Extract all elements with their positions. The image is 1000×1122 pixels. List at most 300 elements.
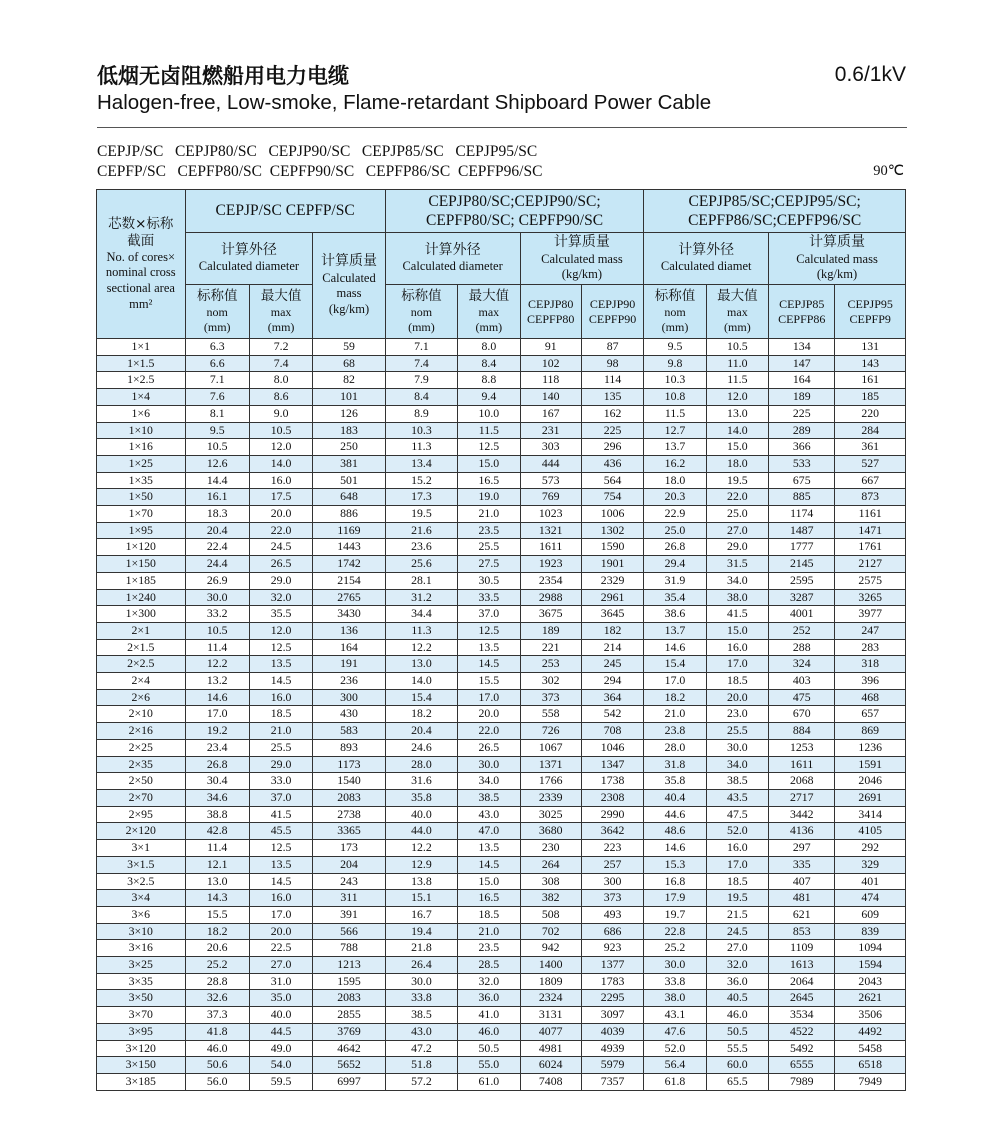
model-90-fp: CEPFP90 bbox=[588, 311, 637, 326]
nom-diameter-cell: 8.1 bbox=[185, 405, 249, 422]
mass-en: Calculated mass bbox=[541, 251, 623, 266]
nom-diameter-cell: 57.2 bbox=[385, 1073, 457, 1090]
mass-80-cell: 189 bbox=[520, 622, 581, 639]
mass-90-cell: 114 bbox=[581, 372, 643, 389]
max-diameter-cell: 43.0 bbox=[458, 806, 520, 823]
nom-diameter-cell: 19.5 bbox=[385, 506, 457, 523]
nom-diameter-cell: 52.0 bbox=[644, 1040, 706, 1057]
max-diameter-cell: 27.0 bbox=[706, 522, 768, 539]
nom-header bbox=[185, 285, 249, 339]
nom-diameter-cell: 30.0 bbox=[644, 957, 706, 974]
mass-80-cell: 303 bbox=[520, 439, 581, 456]
max-diameter-cell: 34.0 bbox=[458, 773, 520, 790]
max-diameter-cell: 18.5 bbox=[706, 673, 768, 690]
size-cell: 1×150 bbox=[97, 556, 186, 573]
table-row bbox=[97, 556, 906, 573]
mass-85-cell: 297 bbox=[769, 840, 835, 857]
mass-90-cell: 2329 bbox=[581, 572, 643, 589]
nom-cn: 标称值 bbox=[196, 288, 238, 305]
mass-85-cell: 164 bbox=[769, 372, 835, 389]
max-diameter-cell: 30.0 bbox=[706, 739, 768, 756]
temperature-rating: 90℃ bbox=[873, 163, 904, 179]
mass-85-cell: 134 bbox=[769, 339, 835, 356]
mass-header-2 bbox=[520, 233, 644, 285]
group-header-1 bbox=[185, 190, 385, 233]
size-cell: 1×25 bbox=[97, 455, 186, 472]
mass-80-cell: 3675 bbox=[520, 606, 581, 623]
nom-diameter-cell: 19.2 bbox=[185, 723, 249, 740]
mass-95-cell: 1236 bbox=[835, 739, 906, 756]
max-diameter-cell: 22.0 bbox=[249, 522, 312, 539]
max-diameter-cell: 26.5 bbox=[458, 739, 520, 756]
mass-85-cell: 3534 bbox=[769, 1007, 835, 1024]
nom-diameter-cell: 14.3 bbox=[185, 890, 249, 907]
table-row bbox=[97, 455, 906, 472]
max-diameter-cell: 14.0 bbox=[706, 422, 768, 439]
max-diameter-cell: 30.5 bbox=[458, 572, 520, 589]
table-row bbox=[97, 773, 906, 790]
mass-90-cell: 3645 bbox=[581, 606, 643, 623]
diameter-header-3 bbox=[644, 233, 769, 285]
max-diameter-cell: 13.5 bbox=[249, 656, 312, 673]
nom-diameter-cell: 12.9 bbox=[385, 856, 457, 873]
corner-en-1: No. of cores× bbox=[106, 249, 176, 264]
mass-80-cell: 4981 bbox=[520, 1040, 581, 1057]
size-cell: 2×120 bbox=[97, 823, 186, 840]
table-row bbox=[97, 572, 906, 589]
table-row bbox=[97, 506, 906, 523]
size-cell: 1×95 bbox=[97, 522, 186, 539]
mass-80-cell: 373 bbox=[520, 689, 581, 706]
nom-diameter-cell: 44.6 bbox=[644, 806, 706, 823]
max-diameter-cell: 32.0 bbox=[249, 589, 312, 606]
max-diameter-cell: 8.8 bbox=[458, 372, 520, 389]
model-85-header bbox=[769, 285, 835, 339]
mass-90-cell: 245 bbox=[581, 656, 643, 673]
max-diameter-cell: 23.5 bbox=[458, 940, 520, 957]
mass-85-cell: 3287 bbox=[769, 589, 835, 606]
size-cell: 3×1.5 bbox=[97, 856, 186, 873]
max-diameter-cell: 12.0 bbox=[249, 439, 312, 456]
nom-diameter-cell: 22.4 bbox=[185, 539, 249, 556]
nom-diameter-cell: 21.6 bbox=[385, 522, 457, 539]
size-cell: 3×6 bbox=[97, 906, 186, 923]
mass-90-cell: 1377 bbox=[581, 957, 643, 974]
nom-header bbox=[385, 285, 457, 339]
mass-80-cell: 1766 bbox=[520, 773, 581, 790]
corner-cn-2: 截面 bbox=[127, 232, 155, 249]
size-cell: 1×2.5 bbox=[97, 372, 186, 389]
max-diameter-cell: 23.5 bbox=[458, 522, 520, 539]
mass-header-1 bbox=[313, 233, 385, 339]
mass-cell: 82 bbox=[313, 372, 385, 389]
mass-95-cell: 1594 bbox=[835, 957, 906, 974]
mass-cell: 3365 bbox=[313, 823, 385, 840]
mass-90-cell: 162 bbox=[581, 405, 643, 422]
unit-mm: (mm) bbox=[661, 319, 689, 334]
mass-95-cell: 2043 bbox=[835, 973, 906, 990]
table-row bbox=[97, 1007, 906, 1024]
max-diameter-cell: 8.0 bbox=[249, 372, 312, 389]
mass-95-cell: 4105 bbox=[835, 823, 906, 840]
max-diameter-cell: 20.0 bbox=[249, 506, 312, 523]
model-90-jp: CEPJP90 bbox=[589, 296, 636, 311]
table-row bbox=[97, 539, 906, 556]
nom-diameter-cell: 8.4 bbox=[385, 389, 457, 406]
mass-85-cell: 475 bbox=[769, 689, 835, 706]
mass-90-cell: 364 bbox=[581, 689, 643, 706]
max-diameter-cell: 38.0 bbox=[706, 589, 768, 606]
group-3-line-1: CEPJP85/SC;CEPJP95/SC; bbox=[688, 192, 861, 210]
nom-diameter-cell: 7.9 bbox=[385, 372, 457, 389]
mass-80-cell: 726 bbox=[520, 723, 581, 740]
nom-diameter-cell: 11.4 bbox=[185, 639, 249, 656]
mass-95-cell: 2127 bbox=[835, 556, 906, 573]
table-row bbox=[97, 873, 906, 890]
nom-diameter-cell: 31.9 bbox=[644, 572, 706, 589]
max-cn: 最大值 bbox=[260, 288, 302, 305]
mass-80-cell: 264 bbox=[520, 856, 581, 873]
nom-diameter-cell: 33.2 bbox=[185, 606, 249, 623]
max-cn: 最大值 bbox=[468, 288, 510, 305]
nom-diameter-cell: 46.0 bbox=[185, 1040, 249, 1057]
size-cell: 1×35 bbox=[97, 472, 186, 489]
diameter-cn: 计算外径 bbox=[424, 241, 481, 258]
mass-85-cell: 4136 bbox=[769, 823, 835, 840]
mass-cell: 566 bbox=[313, 923, 385, 940]
unit-mm: (mm) bbox=[724, 319, 751, 334]
unit-mm: (mm) bbox=[408, 319, 435, 334]
mass-85-cell: 147 bbox=[769, 355, 835, 372]
size-cell: 2×6 bbox=[97, 689, 186, 706]
table-row bbox=[97, 940, 906, 957]
nom-diameter-cell: 10.8 bbox=[644, 389, 706, 406]
mass-90-cell: 296 bbox=[581, 439, 643, 456]
mass-85-cell: 324 bbox=[769, 656, 835, 673]
nom-diameter-cell: 15.2 bbox=[385, 472, 457, 489]
group-header-3 bbox=[644, 190, 906, 233]
nom-diameter-cell: 26.4 bbox=[385, 957, 457, 974]
nom-diameter-cell: 10.5 bbox=[185, 622, 249, 639]
size-cell: 1×240 bbox=[97, 589, 186, 606]
max-diameter-cell: 14.0 bbox=[249, 455, 312, 472]
mass-85-cell: 7989 bbox=[769, 1073, 835, 1090]
nom-cn: 标称值 bbox=[654, 288, 696, 305]
nom-diameter-cell: 29.4 bbox=[644, 556, 706, 573]
max-header bbox=[458, 285, 520, 339]
nom-diameter-cell: 43.0 bbox=[385, 1023, 457, 1040]
mass-95-cell: 2621 bbox=[835, 990, 906, 1007]
max-diameter-cell: 7.4 bbox=[249, 355, 312, 372]
mass-95-cell: 527 bbox=[835, 455, 906, 472]
mass-80-cell: 1400 bbox=[520, 957, 581, 974]
max-diameter-cell: 11.0 bbox=[706, 355, 768, 372]
mass-cell: 648 bbox=[313, 489, 385, 506]
max-diameter-cell: 22.5 bbox=[249, 940, 312, 957]
nom-diameter-cell: 40.4 bbox=[644, 789, 706, 806]
mass-90-cell: 1302 bbox=[581, 522, 643, 539]
mass-95-cell: 283 bbox=[835, 639, 906, 656]
nom-diameter-cell: 7.1 bbox=[185, 372, 249, 389]
mass-cell: 6997 bbox=[313, 1073, 385, 1090]
nom-diameter-cell: 14.6 bbox=[185, 689, 249, 706]
nom-diameter-cell: 7.1 bbox=[385, 339, 457, 356]
table-body bbox=[97, 339, 906, 1091]
model-list bbox=[97, 142, 542, 182]
size-cell: 3×25 bbox=[97, 957, 186, 974]
mass-cell: 3430 bbox=[313, 606, 385, 623]
table-row bbox=[97, 673, 906, 690]
max-diameter-cell: 21.0 bbox=[458, 923, 520, 940]
mass-80-cell: 573 bbox=[520, 472, 581, 489]
mass-cell: 101 bbox=[313, 389, 385, 406]
table-row bbox=[97, 372, 906, 389]
nom-diameter-cell: 10.3 bbox=[644, 372, 706, 389]
max-diameter-cell: 9.0 bbox=[249, 405, 312, 422]
nom-diameter-cell: 11.3 bbox=[385, 439, 457, 456]
max-diameter-cell: 8.0 bbox=[458, 339, 520, 356]
mass-90-cell: 4939 bbox=[581, 1040, 643, 1057]
mass-95-cell: 2691 bbox=[835, 789, 906, 806]
mass-90-cell: 1901 bbox=[581, 556, 643, 573]
max-diameter-cell: 31.0 bbox=[249, 973, 312, 990]
max-diameter-cell: 65.5 bbox=[706, 1073, 768, 1090]
max-diameter-cell: 16.0 bbox=[249, 689, 312, 706]
mass-85-cell: 1174 bbox=[769, 506, 835, 523]
max-diameter-cell: 61.0 bbox=[458, 1073, 520, 1090]
mass-cell: 3769 bbox=[313, 1023, 385, 1040]
mass-90-cell: 223 bbox=[581, 840, 643, 857]
max-diameter-cell: 25.5 bbox=[249, 739, 312, 756]
table-row bbox=[97, 840, 906, 857]
nom-diameter-cell: 26.9 bbox=[185, 572, 249, 589]
diameter-en: Calculated diameter bbox=[198, 259, 300, 274]
max-diameter-cell: 27.0 bbox=[706, 940, 768, 957]
nom-diameter-cell: 18.2 bbox=[185, 923, 249, 940]
mass-90-cell: 1347 bbox=[581, 756, 643, 773]
size-cell: 2×1 bbox=[97, 622, 186, 639]
mass-90-cell: 98 bbox=[581, 355, 643, 372]
mass-85-cell: 189 bbox=[769, 389, 835, 406]
table-row bbox=[97, 973, 906, 990]
diameter-header-2 bbox=[385, 233, 520, 285]
diameter-cn: 计算外径 bbox=[678, 241, 735, 258]
nom-diameter-cell: 37.3 bbox=[185, 1007, 249, 1024]
nom-diameter-cell: 6.6 bbox=[185, 355, 249, 372]
mass-95-cell: 1471 bbox=[835, 522, 906, 539]
mass-cell: 1169 bbox=[313, 522, 385, 539]
mass-80-cell: 231 bbox=[520, 422, 581, 439]
mass-85-cell: 335 bbox=[769, 856, 835, 873]
nom-diameter-cell: 38.6 bbox=[644, 606, 706, 623]
max-diameter-cell: 13.0 bbox=[706, 405, 768, 422]
nom-diameter-cell: 31.8 bbox=[644, 756, 706, 773]
size-cell: 2×10 bbox=[97, 706, 186, 723]
mass-90-cell: 5979 bbox=[581, 1057, 643, 1074]
max-diameter-cell: 22.0 bbox=[706, 489, 768, 506]
nom-diameter-cell: 13.7 bbox=[644, 622, 706, 639]
mass-85-cell: 407 bbox=[769, 873, 835, 890]
mass-80-cell: 7408 bbox=[520, 1073, 581, 1090]
nom-diameter-cell: 56.0 bbox=[185, 1073, 249, 1090]
mass-80-cell: 1611 bbox=[520, 539, 581, 556]
nom-diameter-cell: 12.1 bbox=[185, 856, 249, 873]
nom-diameter-cell: 35.8 bbox=[644, 773, 706, 790]
nom-diameter-cell: 18.2 bbox=[385, 706, 457, 723]
size-cell: 1×1 bbox=[97, 339, 186, 356]
mass-90-cell: 1738 bbox=[581, 773, 643, 790]
table-row bbox=[97, 756, 906, 773]
max-diameter-cell: 29.0 bbox=[249, 756, 312, 773]
max-diameter-cell: 14.5 bbox=[249, 673, 312, 690]
mass-85-cell: 366 bbox=[769, 439, 835, 456]
mass-cell: 4642 bbox=[313, 1040, 385, 1057]
corner-header bbox=[97, 190, 186, 339]
mass-95-cell: 185 bbox=[835, 389, 906, 406]
cable-spec-table bbox=[96, 189, 906, 1091]
mass-90-cell: 1006 bbox=[581, 506, 643, 523]
nom-diameter-cell: 34.4 bbox=[385, 606, 457, 623]
mass-80-cell: 942 bbox=[520, 940, 581, 957]
mass-85-cell: 533 bbox=[769, 455, 835, 472]
model-85-jp: CEPJP85 bbox=[779, 296, 825, 311]
mass-cell: 430 bbox=[313, 706, 385, 723]
mass-85-cell: 885 bbox=[769, 489, 835, 506]
max-diameter-cell: 13.5 bbox=[458, 840, 520, 857]
max-diameter-cell: 12.5 bbox=[249, 840, 312, 857]
nom-diameter-cell: 35.4 bbox=[644, 589, 706, 606]
mass-cell: 173 bbox=[313, 840, 385, 857]
mass-95-cell: 2046 bbox=[835, 773, 906, 790]
max-diameter-cell: 47.0 bbox=[458, 823, 520, 840]
mass-cell: 1540 bbox=[313, 773, 385, 790]
max-diameter-cell: 17.0 bbox=[706, 656, 768, 673]
nom-diameter-cell: 47.6 bbox=[644, 1023, 706, 1040]
nom-diameter-cell: 12.6 bbox=[185, 455, 249, 472]
mass-80-cell: 702 bbox=[520, 923, 581, 940]
mass-95-cell: 2575 bbox=[835, 572, 906, 589]
max-diameter-cell: 15.0 bbox=[706, 622, 768, 639]
mass-cell: 2855 bbox=[313, 1007, 385, 1024]
mass-80-cell: 253 bbox=[520, 656, 581, 673]
mass-95-cell: 839 bbox=[835, 923, 906, 940]
nom-diameter-cell: 26.8 bbox=[185, 756, 249, 773]
nom-diameter-cell: 28.0 bbox=[644, 739, 706, 756]
mass-en-1: Calculated bbox=[322, 270, 376, 285]
table-row bbox=[97, 606, 906, 623]
mass-85-cell: 1109 bbox=[769, 940, 835, 957]
mass-90-cell: 436 bbox=[581, 455, 643, 472]
nom-diameter-cell: 38.8 bbox=[185, 806, 249, 823]
max-diameter-cell: 16.0 bbox=[249, 472, 312, 489]
nom-diameter-cell: 22.9 bbox=[644, 506, 706, 523]
group-2-line-1: CEPJP80/SC;CEPJP90/SC; bbox=[428, 192, 601, 210]
nom-diameter-cell: 35.8 bbox=[385, 789, 457, 806]
mass-85-cell: 2064 bbox=[769, 973, 835, 990]
mass-90-cell: 754 bbox=[581, 489, 643, 506]
mass-95-cell: 292 bbox=[835, 840, 906, 857]
page-title-chinese: 低烟无卤阻燃船用电力电缆 bbox=[97, 64, 349, 88]
mass-95-cell: 1761 bbox=[835, 539, 906, 556]
max-diameter-cell: 18.0 bbox=[706, 455, 768, 472]
mass-80-cell: 167 bbox=[520, 405, 581, 422]
mass-95-cell: 667 bbox=[835, 472, 906, 489]
mass-95-cell: 468 bbox=[835, 689, 906, 706]
mass-80-cell: 1321 bbox=[520, 522, 581, 539]
nom-diameter-cell: 16.1 bbox=[185, 489, 249, 506]
max-diameter-cell: 21.0 bbox=[249, 723, 312, 740]
nom-diameter-cell: 42.8 bbox=[185, 823, 249, 840]
nom-diameter-cell: 28.1 bbox=[385, 572, 457, 589]
table-row bbox=[97, 856, 906, 873]
group-header-2 bbox=[385, 190, 644, 233]
mass-cell: 788 bbox=[313, 940, 385, 957]
max-diameter-cell: 46.0 bbox=[706, 1007, 768, 1024]
nom-diameter-cell: 6.3 bbox=[185, 339, 249, 356]
mass-90-cell: 2961 bbox=[581, 589, 643, 606]
nom-diameter-cell: 12.2 bbox=[385, 639, 457, 656]
table-row bbox=[97, 639, 906, 656]
nom-diameter-cell: 15.4 bbox=[385, 689, 457, 706]
mass-cell: 2765 bbox=[313, 589, 385, 606]
model-80-jp: CEPJP80 bbox=[528, 296, 574, 311]
mass-cn: 计算质量 bbox=[553, 234, 610, 251]
table-row bbox=[97, 689, 906, 706]
diameter-header-1 bbox=[185, 233, 313, 285]
diameter-cn: 计算外径 bbox=[220, 241, 277, 258]
table-row bbox=[97, 656, 906, 673]
mass-95-cell: 220 bbox=[835, 405, 906, 422]
mass-90-cell: 300 bbox=[581, 873, 643, 890]
nom-diameter-cell: 25.0 bbox=[644, 522, 706, 539]
max-diameter-cell: 16.0 bbox=[706, 840, 768, 857]
max-diameter-cell: 15.0 bbox=[706, 439, 768, 456]
nom-diameter-cell: 17.0 bbox=[644, 673, 706, 690]
nom-diameter-cell: 14.6 bbox=[644, 639, 706, 656]
max-diameter-cell: 17.0 bbox=[249, 906, 312, 923]
max-diameter-cell: 19.5 bbox=[706, 472, 768, 489]
table-row bbox=[97, 339, 906, 356]
max-diameter-cell: 35.0 bbox=[249, 990, 312, 1007]
size-cell: 1×6 bbox=[97, 405, 186, 422]
page-title-english: Halogen-free, Low-smoke, Flame-retardant Shipboard Power Cable bbox=[97, 91, 712, 114]
nom-diameter-cell: 32.6 bbox=[185, 990, 249, 1007]
table-row bbox=[97, 739, 906, 756]
corner-en-2: nominal cross bbox=[105, 265, 176, 280]
model-90-header bbox=[581, 285, 643, 339]
table-row bbox=[97, 589, 906, 606]
size-cell: 2×2.5 bbox=[97, 656, 186, 673]
nom-diameter-cell: 33.8 bbox=[385, 990, 457, 1007]
mass-85-cell: 1777 bbox=[769, 539, 835, 556]
table-row bbox=[97, 522, 906, 539]
size-cell: 3×150 bbox=[97, 1057, 186, 1074]
nom-diameter-cell: 51.8 bbox=[385, 1057, 457, 1074]
nom-diameter-cell: 33.8 bbox=[644, 973, 706, 990]
max-diameter-cell: 12.5 bbox=[458, 622, 520, 639]
mass-80-cell: 508 bbox=[520, 906, 581, 923]
mass-80-cell: 102 bbox=[520, 355, 581, 372]
max-diameter-cell: 38.5 bbox=[706, 773, 768, 790]
mass-header-3 bbox=[769, 233, 906, 285]
mass-90-cell: 542 bbox=[581, 706, 643, 723]
mass-90-cell: 1046 bbox=[581, 739, 643, 756]
max-header bbox=[706, 285, 768, 339]
size-cell: 2×1.5 bbox=[97, 639, 186, 656]
mass-80-cell: 1371 bbox=[520, 756, 581, 773]
mass-80-cell: 3131 bbox=[520, 1007, 581, 1024]
nom-diameter-cell: 11.5 bbox=[644, 405, 706, 422]
